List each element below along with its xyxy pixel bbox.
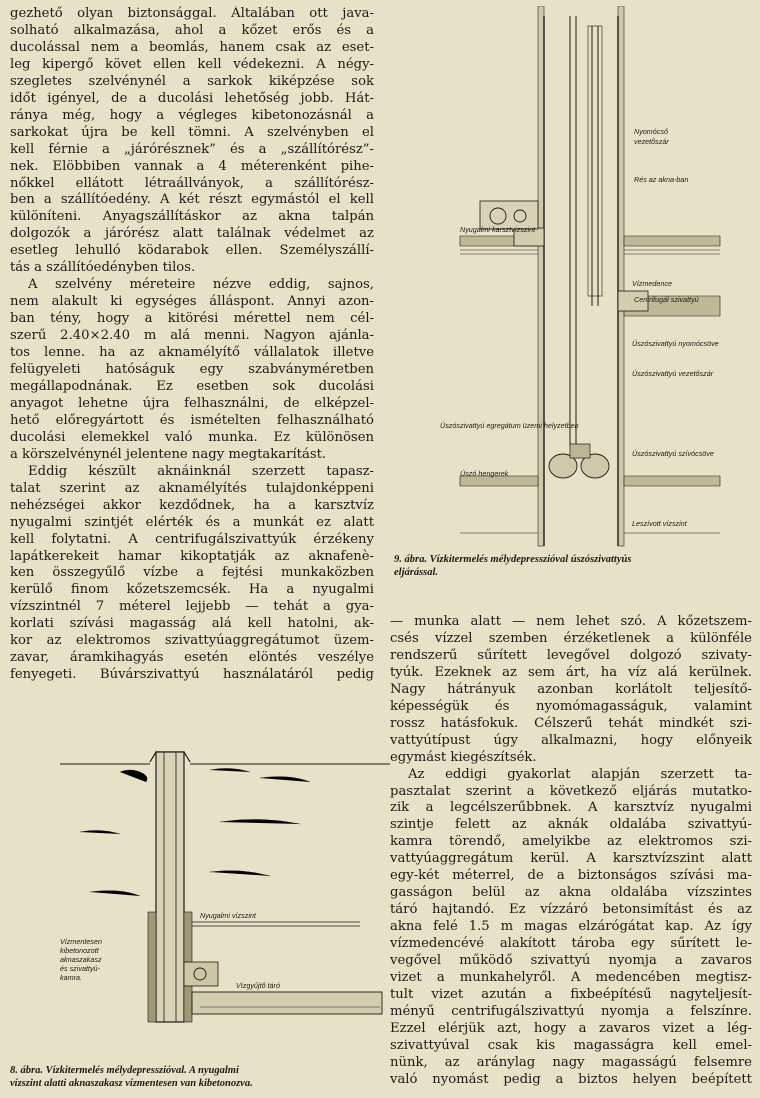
- text-line: vattyútípust úgy alkalmazni, hogy előnyeik: [390, 732, 752, 748]
- left-paragraphs: [10, 6, 374, 684]
- text-line: talat szerint az aknamélyítés tulajdonképpeni: [10, 480, 374, 496]
- fig9-label-uszo-vezeto: Úszószivattyú vezetőszár: [632, 369, 714, 378]
- fig8-label-vizmentesen-1: Vízmentesen: [60, 937, 102, 946]
- figure-8-caption: 8. ábra. Vízkitermelés mélydepresszióval. A nyugalmi vízszint alatti aknaszakasz vízmentesen van kibetonozva.: [10, 1065, 253, 1089]
- text-line: anyagot lehetne újra felhasználni, de elképzel-: [10, 395, 374, 411]
- right-paragraphs: [390, 614, 752, 1089]
- text-line: solható alkalmazása, ahol a kőzet erős és a: [10, 22, 374, 38]
- left-text-column: [10, 6, 374, 684]
- text-line: nőkkel ellátott létraállványok, a szállítórész-: [10, 175, 374, 191]
- text-line: a körszelvénynél jelentene nagy megtakarítást.: [10, 446, 327, 462]
- fig8-label-vizmentesen-2: kibetonozott: [60, 946, 99, 955]
- text-line: sarkokat újra be kell tömni. A szelvényben el: [10, 124, 374, 140]
- text-line: vizet a munkahelyről. A medencében megtisz-: [390, 970, 752, 986]
- text-line: időt igényel, de a ducolási lehetőség jobb. Hát-: [10, 90, 374, 106]
- text-line: képességük és nyomómagasságuk, valamint: [390, 698, 752, 714]
- text-line: Eddig készült aknáinknál szerzett tapasz-: [28, 463, 374, 479]
- text-line: tos lenne. ha az aknamélyítő vállalatok illetve: [10, 345, 374, 361]
- text-line: kamra törendő, amelyikbe az elektromos szi-: [390, 834, 752, 850]
- text-line: ránya még, hogy a végleges kibetonozásnál a: [10, 107, 374, 123]
- text-line: szegletes szelvénynél a sarkok kiképzése sok: [10, 73, 374, 89]
- text-line: Nagy hátrányuk azonban korlátolt teljesítő-: [390, 681, 752, 697]
- text-line: — munka alatt — nem lehet szó. A kőzetszem-: [390, 614, 752, 629]
- fig9-label-uszo-szivo: Úszószivattyú szívócsöve: [632, 449, 714, 458]
- figure-9-caption: 9. ábra. Vízkitermelés mélydepresszióval úszószivattyús eljárással.: [394, 554, 632, 578]
- text-line: ducolási elemekkel való munka. Ez különösen: [10, 429, 374, 445]
- text-line: Az eddigi gyakorlat alapján szerzett ta-: [408, 766, 752, 782]
- fig9-label-centrifugal: Centrifugál szivattyú: [634, 295, 699, 304]
- text-line: tyúk. Ezeknek az sem árt, ha víz alá kerülnek.: [390, 664, 752, 680]
- text-line: korlati szívási magasság alá kell hatolni, ak-: [10, 616, 374, 632]
- fig9-label-res: Rés az akna-ban: [634, 175, 689, 184]
- text-line: felügyeleti hatóságuk egy szabványméretben: [10, 362, 374, 378]
- text-line: megállapodnának. Ez esetben sok ducolási: [10, 378, 374, 394]
- fig9-label-uszo-henger: Úszó hengerek: [460, 469, 509, 478]
- fig9-label-nyomocso: Nyomócső: [634, 127, 668, 136]
- fig8-label-vizmentesen-3: aknaszakasz: [60, 955, 102, 964]
- text-line: ken összegyűlő vízbe a fejtési munkaközben: [10, 565, 374, 581]
- text-line: nünk, az aránylag nagy magasságú felsemre: [390, 1054, 752, 1070]
- text-line: kell férnie a „járórésznek” és a „szállítórész”-: [10, 141, 374, 157]
- text-line: táró hajtandó. Ez vízzáró betonsimítást és az: [390, 902, 752, 918]
- text-line: lapátkerekeit hamar kikoptatják az aknafenè-: [10, 548, 374, 564]
- text-line: tult vizet azután a fixbeépítésű nagyteljesít-: [390, 986, 752, 1002]
- figure-8-diagram: [60, 712, 390, 1037]
- fig8-label-vizgyujto: Vízgyűjtő táró: [236, 981, 280, 990]
- text-line: szerű 2.40×2.40 m alá menni. Nagyon ajánla-: [10, 328, 374, 344]
- text-line: vízszintnél 7 méterel lejjebb — tehát a gya-: [10, 599, 374, 615]
- fig9-label-vizmedence: Vízmedence: [632, 279, 672, 288]
- text-line: gezhető olyan biztonsággal. Általában ott java-: [10, 6, 374, 21]
- text-line: ben a szállítóedény. A két részt egymástól el kell: [10, 192, 374, 208]
- text-line: nem alakult ki egységes álláspont. Annyi azon-: [10, 294, 374, 310]
- text-line: nyugalmi szintjét elérték és a munkát ez alatt: [10, 514, 374, 530]
- text-line: vegővel működő szivattyú nyomja a zavaros: [390, 953, 752, 969]
- text-line: leg kipergő követ ellen kell védekezni. A négy-: [10, 56, 374, 72]
- fig8-label-nyugalmi: Nyugalmi vízszint: [200, 911, 256, 920]
- text-line: rossz hatásfokuk. Célszerű tehát mindkét szi-: [390, 715, 752, 731]
- text-line: nek. Elöbbiben vannak a 4 méterenként pihe-: [10, 158, 374, 174]
- text-line: ban tény, hogy a kitörési mérettel nem cél-: [10, 311, 374, 327]
- text-line: fenyegeti. Búvárszivattyú használatáról pedig: [10, 667, 374, 683]
- text-line: különíteni. Anyagszállításkor az akna talpán: [10, 209, 374, 225]
- fig8-label-vizmentesen-5: kamra.: [60, 973, 82, 982]
- figure-9-diagram: [420, 6, 740, 554]
- text-line: vízmedencévé alakított tároba egy sűrített le-: [390, 936, 752, 952]
- text-line: való nyomást pedig a biztos helyen beépített: [390, 1071, 752, 1087]
- text-line: szintje felett az aknák oldalába szivattyú-: [390, 817, 752, 833]
- fig9-label-uszo-uzemi: Úszószivattyú egregátum üzemi helyzetben: [440, 421, 579, 430]
- text-line: vattyúaggregátum kerül. A karsztvízszint alatt: [390, 851, 752, 867]
- text-line: Ezzel elérjük azt, hogy a zavaros vizet a lég-: [390, 1020, 752, 1036]
- fig9-label-vezetoszar: vezetőszár: [634, 137, 669, 146]
- text-line: nehézségei akkor kezdődnek, ha a karsztvíz: [10, 497, 374, 513]
- text-line: kor az elektromos szivattyúaggregátumot üzem-: [10, 633, 374, 649]
- text-line: zik a legcélszerűbbnek. A karsztvíz nyugalmi: [390, 800, 752, 816]
- text-line: szivattyúval csak kis magasságra kell emel-: [390, 1037, 752, 1053]
- text-line: dolgozók a járórész alatt találnak védelmet az: [10, 226, 374, 242]
- text-line: egymást kiegészítsék.: [390, 749, 537, 765]
- fig9-label-leszivott: Leszívott vízszint: [632, 519, 687, 528]
- text-line: gasságon belül az akna oldalába vízszintes: [390, 885, 752, 901]
- text-line: ducolással nem a beomlás, hanem csak az eset-: [10, 39, 374, 55]
- text-line: kerülő finom kőzetszemcsék. Ha a nyugalmi: [10, 582, 374, 598]
- text-line: rendszerű sűrített levegővel dolgozó szivaty-: [390, 647, 752, 663]
- text-line: hető előregyártott és ismételten felhasználható: [10, 412, 374, 428]
- fig8-label-vizmentesen-4: és szivattyú-: [60, 964, 100, 973]
- text-line: tás a szállítóedényben tilos.: [10, 260, 196, 276]
- text-line: csés vízzel szemben érzéketlenek a különféle: [390, 630, 752, 646]
- fig9-label-uszo-nyomo: Úszószivattyú nyomócsöve: [632, 339, 719, 348]
- text-line: A szelvény méreteire nézve eddig, sajnos,: [28, 277, 374, 293]
- text-line: pasztalat szerint a következő eljárás mutatko-: [390, 783, 752, 799]
- text-line: zavar, áramkihagyás esetén elöntés veszélye: [10, 650, 374, 666]
- fig9-label-nyugalmi: Nyugalmi karsztvízszint: [460, 225, 536, 234]
- text-line: egy-két méterrel, de a biztonságos szívási ma-: [390, 868, 752, 884]
- text-line: akna felé 1.5 m magas elzárógátat kap. Az így: [390, 919, 752, 935]
- text-line: ményű centrifugálszivattyú nyomja a felszínre.: [390, 1003, 752, 1019]
- right-text-column: [390, 614, 752, 1089]
- text-line: kell folytatni. A centrifugálszivattyúk érzékeny: [10, 531, 374, 547]
- text-line: esetleg lehulló ködarabok ellen. Személyszállí-: [10, 243, 374, 259]
